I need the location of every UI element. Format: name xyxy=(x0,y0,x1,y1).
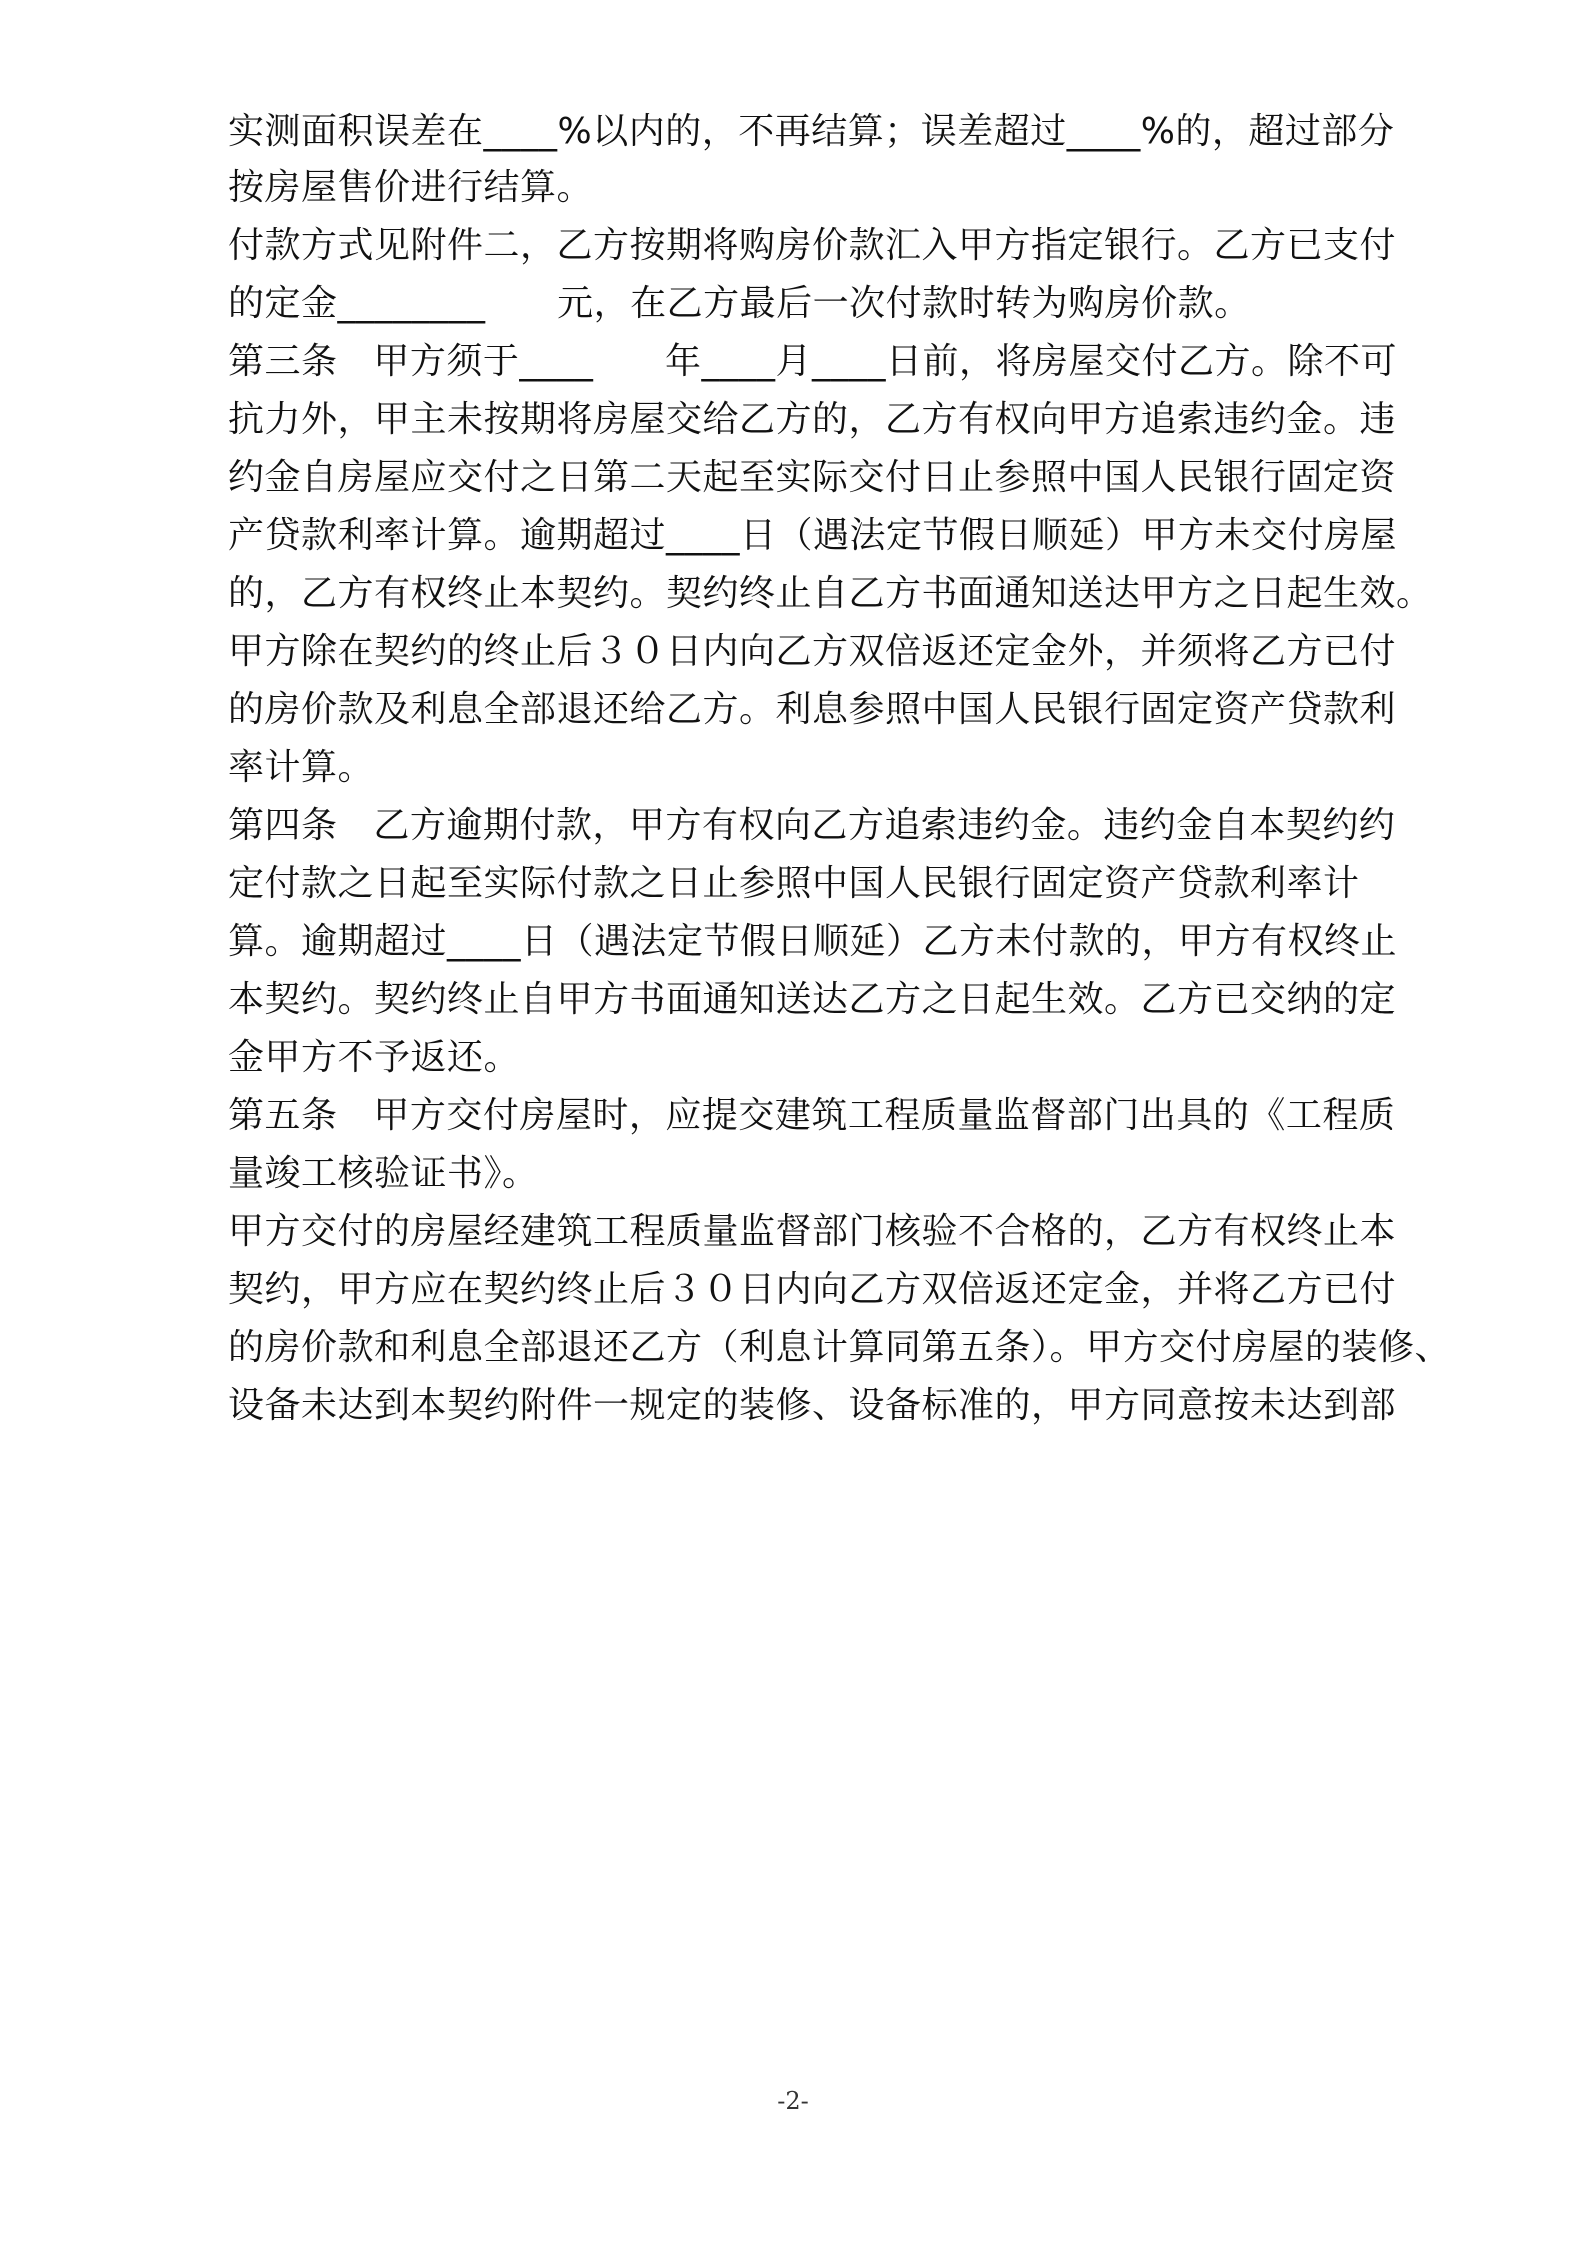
text-line: 的房价款及利息全部退还给乙方。利息参照中国人民银行固定资产贷款利 xyxy=(228,689,1397,730)
text-line: 第三条 甲方须于____ 年____月____日前，将房屋交付乙方。除不可 xyxy=(228,341,1397,382)
text-line: 按房屋售价进行结算。 xyxy=(228,167,594,208)
text-line: 付款方式见附件二，乙方按期将购房价款汇入甲方指定银行。乙方已支付 xyxy=(228,225,1397,266)
text-line: 设备未达到本契约附件一规定的装修、设备标准的，甲方同意按未达到部 xyxy=(228,1385,1397,1426)
page-number: -2- xyxy=(777,2087,809,2115)
text-line: 产贷款利率计算。逾期超过____日（遇法定节假日顺延）甲方未交付房屋 xyxy=(228,515,1398,556)
text-line: 抗力外，甲主未按期将房屋交给乙方的，乙方有权向甲方追索违约金。违 xyxy=(228,399,1397,440)
text-line: 的，乙方有权终止本契约。契约终止自乙方书面通知送达甲方之日起生效。 xyxy=(228,573,1433,614)
text-line: 的房价款和利息全部退还乙方（利息计算同第五条）。甲方交付房屋的装修、 xyxy=(228,1327,1452,1368)
text-line: 约金自房屋应交付之日第二天起至实际交付日止参照中国人民银行固定资 xyxy=(228,457,1397,498)
text-line: 率计算。 xyxy=(228,747,375,788)
text-line: 甲方交付的房屋经建筑工程质量监督部门核验不合格的，乙方有权终止本 xyxy=(228,1211,1397,1252)
text-line: 量竣工核验证书》。 xyxy=(228,1153,539,1194)
text-line: 本契约。契约终止自甲方书面通知送达乙方之日起生效。乙方已交纳的定 xyxy=(228,979,1397,1020)
text-line: 定付款之日起至实际付款之日止参照中国人民银行固定资产贷款利率计 xyxy=(228,863,1360,904)
text-line: 实测面积误差在____%以内的，不再结算；误差超过____%的，超过部分 xyxy=(228,111,1395,152)
text-line: 算。逾期超过____日（遇法定节假日顺延）乙方未付款的，甲方有权终止 xyxy=(228,921,1398,962)
text-line: 契约，甲方应在契约终止后３０日内向乙方双倍返还定金，并将乙方已付 xyxy=(228,1269,1397,1310)
text-line: 甲方除在契约的终止后３０日内向乙方双倍返还定金外，并须将乙方已付 xyxy=(228,631,1397,672)
text-line: 金甲方不予返还。 xyxy=(228,1037,521,1078)
text-line: 第四条 乙方逾期付款，甲方有权向乙方追索违约金。违约金自本契约约 xyxy=(228,805,1396,846)
text-line: 的定金________ 元，在乙方最后一次付款时转为购房价款。 xyxy=(228,283,1251,324)
text-line: 第五条 甲方交付房屋时，应提交建筑工程质量监督部门出具的《工程质 xyxy=(228,1095,1396,1136)
